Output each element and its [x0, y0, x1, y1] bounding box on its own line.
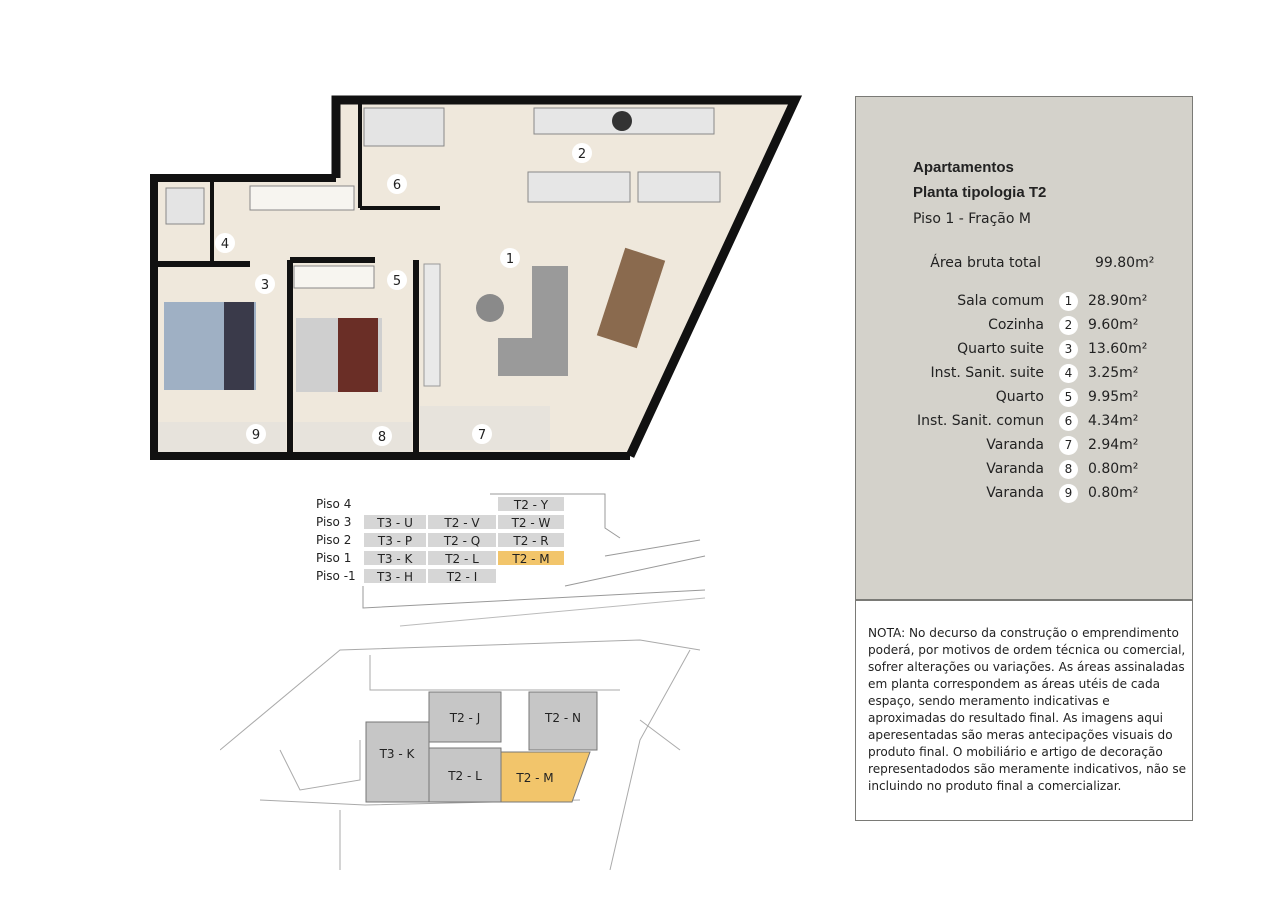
- room-name: Sala comum: [957, 293, 1044, 309]
- svg-text:6: 6: [392, 178, 402, 193]
- tv-unit: [424, 264, 440, 386]
- cooktop: [612, 111, 632, 131]
- balcony: [158, 422, 286, 452]
- fridge: [638, 172, 720, 202]
- unit-cell: T2 - V: [427, 514, 497, 530]
- room-number: 2: [1059, 316, 1078, 335]
- room-number-2: [572, 143, 592, 163]
- svg-text:8: 8: [377, 430, 387, 445]
- svg-text:4: 4: [220, 237, 230, 252]
- site-label: T2 - L: [448, 769, 482, 783]
- room-number: 5: [1059, 388, 1078, 407]
- unit-cell-active: T2 - M: [497, 550, 565, 566]
- room-number: 8: [1059, 460, 1078, 479]
- room-number-3: [255, 274, 275, 294]
- room-name: Cozinha: [988, 317, 1044, 333]
- info-panel: [855, 96, 1193, 600]
- floor-label: Piso 4: [316, 497, 352, 511]
- floor-chart: [300, 490, 720, 630]
- site-unit-t3-k: [366, 722, 429, 802]
- unit-cell: T2 - Q: [427, 532, 497, 548]
- wardrobe: [294, 266, 374, 288]
- room-number-8: [372, 426, 392, 446]
- room-row: [856, 482, 1194, 506]
- room-number: 7: [1059, 436, 1078, 455]
- room-row: [856, 290, 1194, 314]
- panel-subtitle: Planta tipologia T2: [913, 184, 1047, 201]
- shower: [166, 188, 204, 224]
- room-name: Varanda: [986, 461, 1044, 477]
- room-row: [856, 386, 1194, 410]
- room-row: [856, 314, 1194, 338]
- unit-cell: T2 - L: [427, 550, 497, 566]
- site-label: T2 - M: [516, 771, 554, 785]
- note-text: NOTA: No decurso da construção o emprendimento poderá, por motivos de ordem técnica ou comercial, sofrer alterações ou variações. As áreas assinaladas em planta correspondem as áreas utéis de cada espaço, sendo meramento indicativas e aproximadas do resultado final. As imagens aqui aperesentadas são meras antecipações visuais do produto final. O mobiliário e artigo de decoração representadodos são meramente indicativos, não se incluindo no produto final a comercializar.: [868, 626, 1187, 793]
- room-name: Quarto suite: [957, 341, 1044, 357]
- apartment-floor: [154, 100, 795, 456]
- sofa: [498, 338, 568, 376]
- floor-plan: [140, 88, 820, 468]
- room-number: 6: [1059, 412, 1078, 431]
- site-plan: [220, 630, 720, 870]
- room-number: 9: [1059, 484, 1078, 503]
- svg-text:7: 7: [477, 428, 487, 443]
- room-row: [856, 458, 1194, 482]
- room-number-4: [215, 233, 235, 253]
- room-name: Quarto: [995, 389, 1044, 405]
- room-number-1: [500, 248, 520, 268]
- room-number: 3: [1059, 340, 1078, 359]
- room-row: [856, 362, 1194, 386]
- room-area: 0.80m²: [1088, 461, 1139, 477]
- room-area: 9.95m²: [1088, 389, 1139, 405]
- unit-cell: T3 - K: [363, 550, 427, 566]
- room-name: Varanda: [986, 437, 1044, 453]
- room-number-9: [246, 424, 266, 444]
- room-row: [856, 410, 1194, 434]
- room-number-6: [387, 174, 407, 194]
- room-name: Varanda: [986, 485, 1044, 501]
- room-name: Inst. Sanit. comun: [917, 413, 1044, 429]
- room-area: 3.25m²: [1088, 365, 1139, 381]
- unit-cell: T3 - P: [363, 532, 427, 548]
- floor-label: Piso 2: [316, 533, 352, 547]
- site-label: T2 - N: [545, 711, 581, 725]
- wardrobe: [250, 186, 354, 210]
- panel-floor: Piso 1 - Fração M: [913, 211, 1031, 227]
- room-number: 1: [1059, 292, 1078, 311]
- floor-label: Piso 3: [316, 515, 352, 529]
- room-row: [856, 434, 1194, 458]
- note-box: [855, 600, 1193, 821]
- floor-label: Piso 1: [316, 551, 352, 565]
- svg-text:2: 2: [577, 147, 587, 162]
- room-area: 0.80m²: [1088, 485, 1139, 501]
- svg-text:3: 3: [260, 278, 270, 293]
- room-number-7: [472, 424, 492, 444]
- room-area: 28.90m²: [1088, 293, 1148, 309]
- svg-text:5: 5: [392, 274, 402, 289]
- room-area: 4.34m²: [1088, 413, 1139, 429]
- kitchen-island: [528, 172, 630, 202]
- gross-area-label: Área bruta total: [930, 255, 1041, 271]
- room-area: 13.60m²: [1088, 341, 1148, 357]
- panel-title: Apartamentos: [913, 159, 1014, 176]
- unit-cell: T2 - W: [497, 514, 565, 530]
- coffee-table: [476, 294, 504, 322]
- shower: [364, 108, 444, 146]
- unit-cell: T2 - Y: [497, 496, 565, 512]
- balcony: [294, 422, 412, 452]
- gross-area-value: 99.80m²: [1095, 255, 1155, 271]
- room-number: 4: [1059, 364, 1078, 383]
- room-area: 9.60m²: [1088, 317, 1139, 333]
- room-number-5: [387, 270, 407, 290]
- site-label: T3 - K: [379, 747, 415, 761]
- svg-text:9: 9: [251, 428, 261, 443]
- unit-cell: T2 - I: [427, 568, 497, 584]
- svg-text:1: 1: [505, 252, 515, 267]
- unit-cell: T3 - H: [363, 568, 427, 584]
- bed-blanket: [338, 318, 378, 392]
- room-row: [856, 338, 1194, 362]
- site-label: T2 - J: [449, 711, 481, 725]
- room-name: Inst. Sanit. suite: [930, 365, 1044, 381]
- bed-blanket: [224, 302, 254, 390]
- building-section-lines: [300, 490, 720, 630]
- unit-cell: T2 - R: [497, 532, 565, 548]
- room-area: 2.94m²: [1088, 437, 1139, 453]
- unit-cell: T3 - U: [363, 514, 427, 530]
- floor-label: Piso -1: [316, 569, 356, 583]
